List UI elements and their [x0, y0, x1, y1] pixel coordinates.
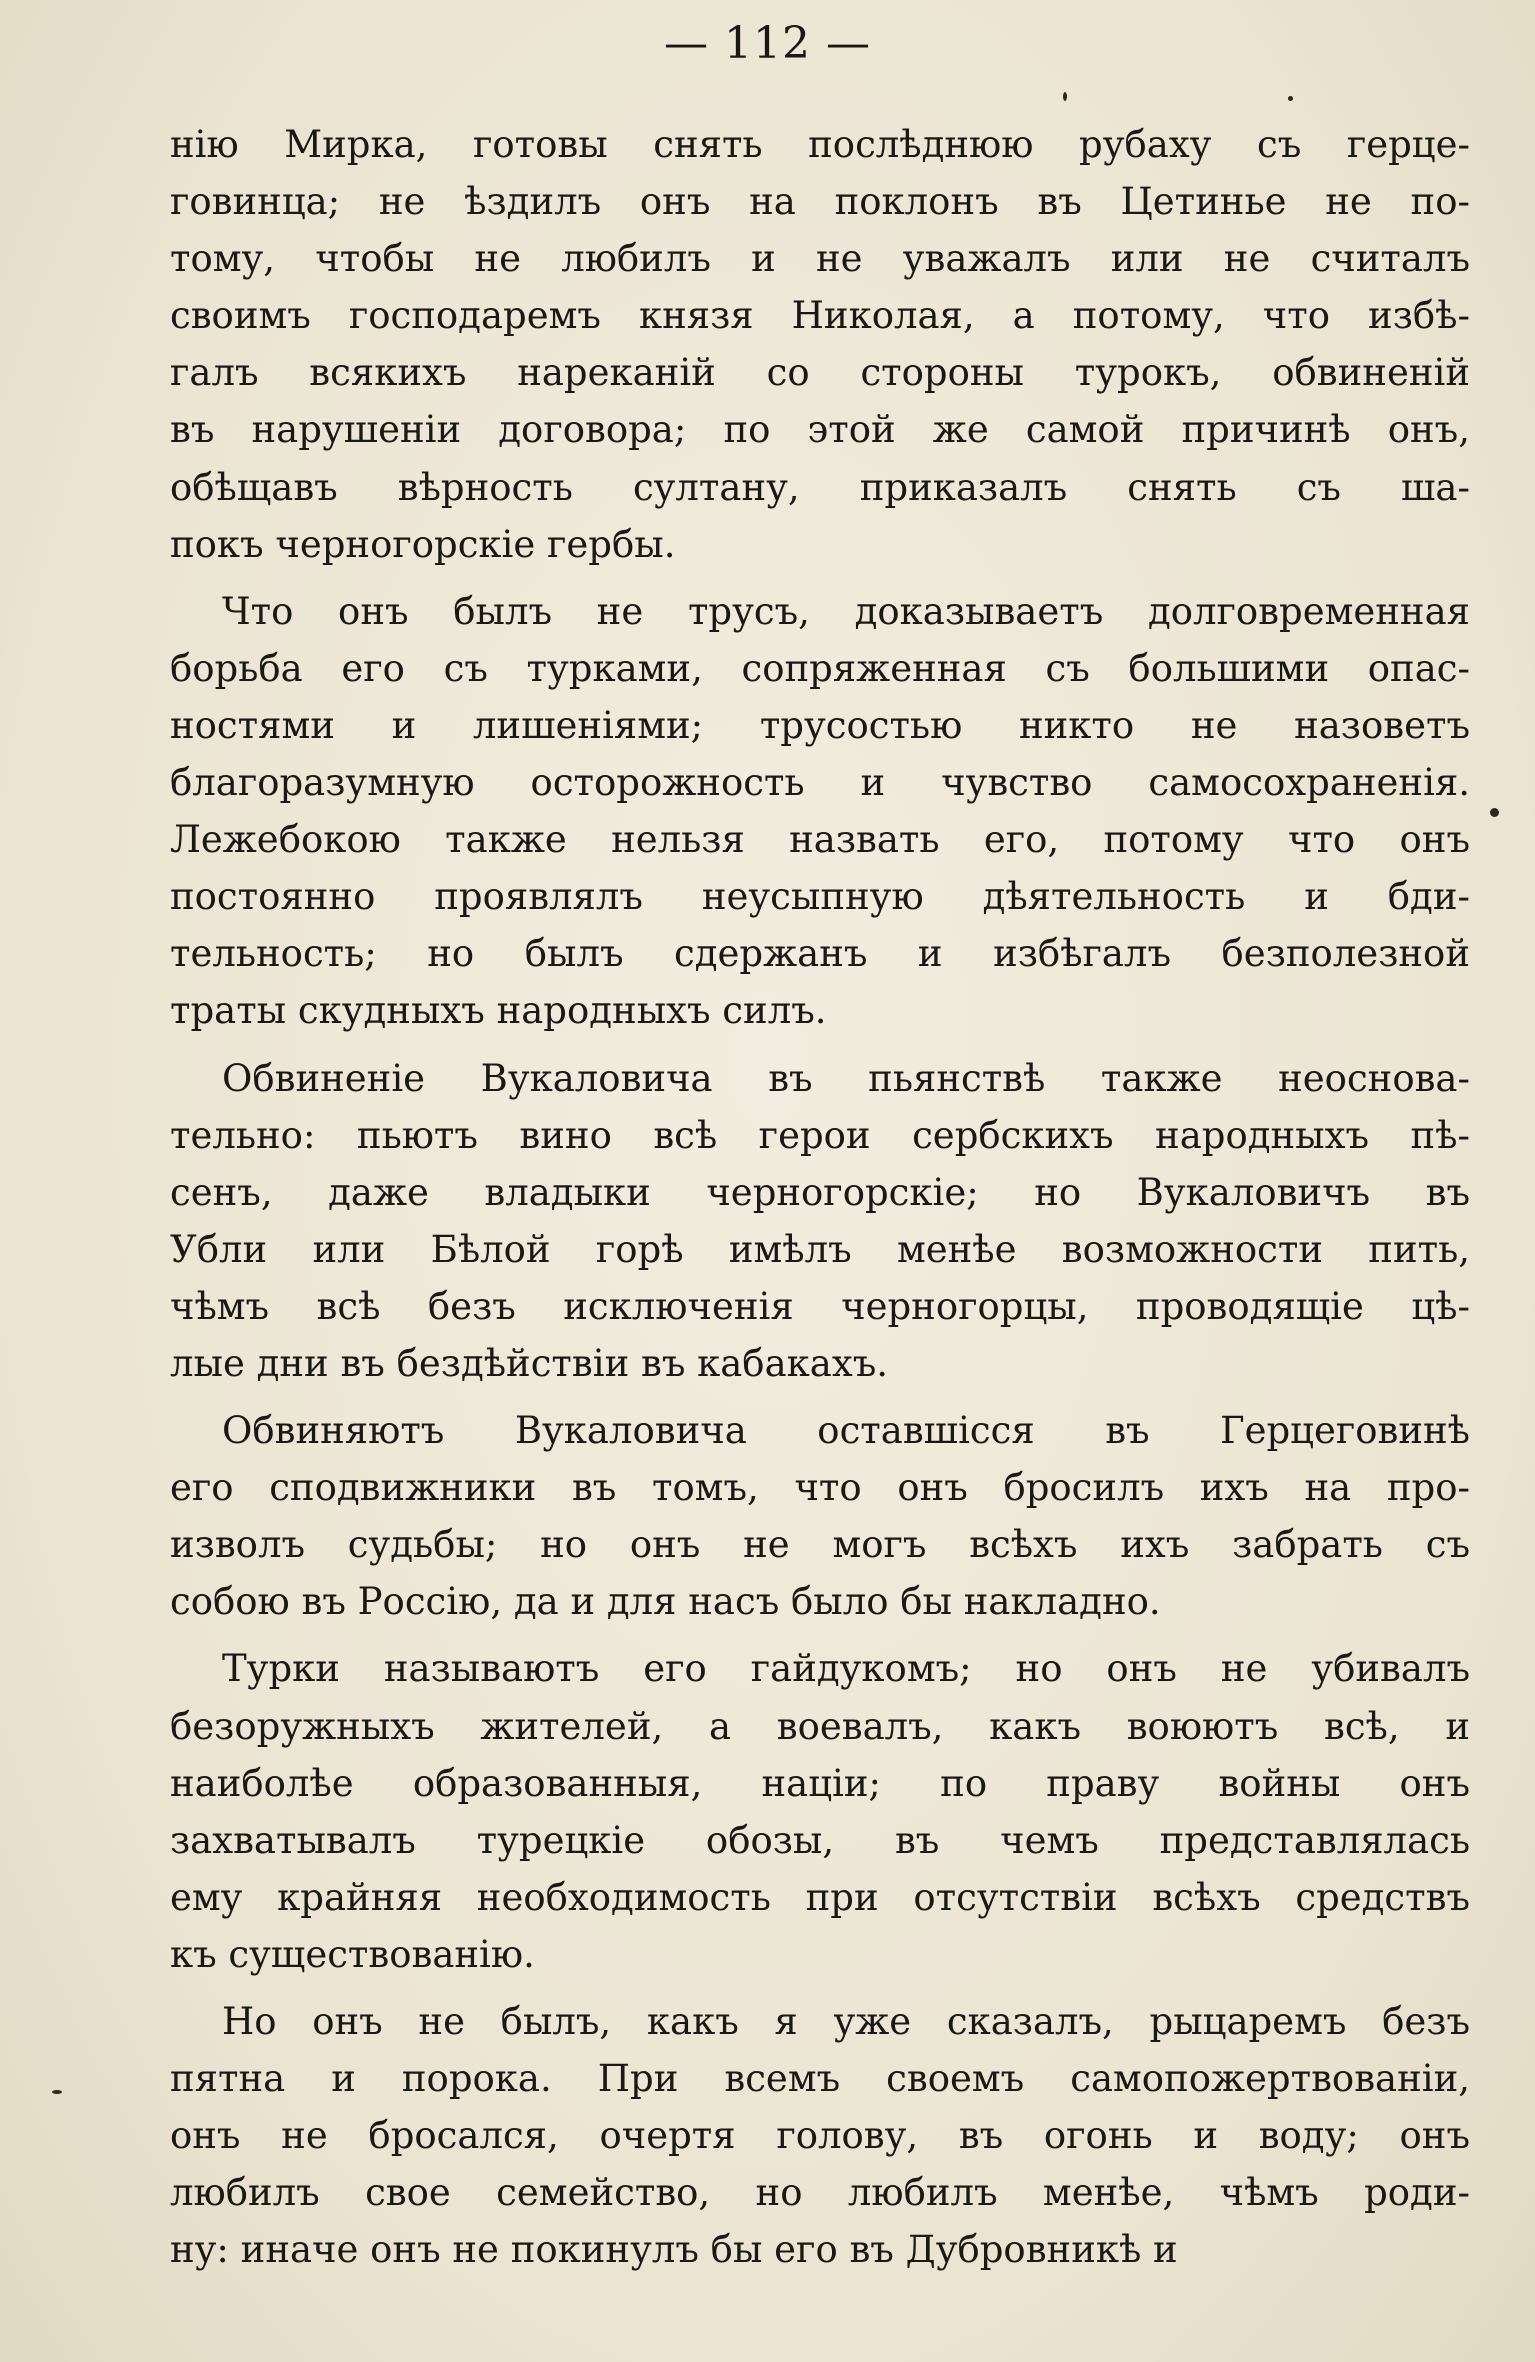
print-speck	[1288, 96, 1293, 101]
text-line: Обвиняютъ Вукаловича оставшісся въ Герцеговинѣ	[222, 1409, 1470, 1453]
text-line: благоразумную осторожность и чувство самосохраненія.	[170, 761, 1470, 805]
text-line: Убли или Бѣлой горѣ имѣлъ менѣе возможности пить,	[170, 1227, 1470, 1271]
text-line: любилъ свое семейство, но любилъ менѣе, чѣмъ роди-	[170, 2171, 1470, 2215]
paragraph	[170, 1050, 1470, 1393]
print-speck	[1490, 808, 1499, 817]
text-line: его сподвижники въ томъ, что онъ бросилъ ихъ на про-	[170, 1466, 1470, 1510]
text-line: тельность; но былъ сдержанъ и избѣгалъ безполезной	[170, 932, 1470, 976]
paragraph-gap	[170, 1040, 1470, 1050]
text-line: обѣщавъ вѣрность султану, приказалъ снять съ ша-	[170, 465, 1470, 509]
text-line: тельно: пьютъ вино всѣ герои сербскихъ народныхъ пѣ-	[170, 1113, 1470, 1157]
text-line: къ существованію.	[170, 1932, 535, 1976]
text-line: говинца; не ѣздилъ онъ на поклонъ въ Цетинье не по-	[170, 180, 1470, 224]
text-line: чѣмъ всѣ безъ исключенія черногорцы, проводящіе цѣ-	[170, 1284, 1470, 1328]
text-line: Но онъ не былъ, какъ я уже сказалъ, рыцаремъ безъ	[222, 2000, 1470, 2043]
paragraph-gap	[170, 1630, 1470, 1640]
print-speck	[1063, 92, 1067, 101]
text-line: захватывалъ турецкіе обозы, въ чемъ представлялась	[170, 1818, 1470, 1862]
text-line: Что онъ былъ не трусъ, доказываетъ долговременная	[222, 589, 1470, 633]
text-line: онъ не бросался, очертя голову, въ огонь и воду; онъ	[170, 2114, 1470, 2158]
text-line: лые дни въ бездѣйствіи въ кабакахъ.	[170, 1341, 888, 1385]
body-text	[170, 116, 1470, 2278]
text-line: собою въ Россію, да и для насъ было бы накладно.	[170, 1580, 1161, 1624]
paragraph-gap	[170, 1983, 1470, 1993]
paragraph-gap	[170, 573, 1470, 583]
text-line: безоружныхъ жителей, а воевалъ, какъ воюютъ всѣ, и	[170, 1704, 1470, 1748]
page-number: — 112 —	[664, 18, 871, 69]
text-line: траты скудныхъ народныхъ силъ.	[170, 989, 827, 1033]
paragraph	[170, 583, 1470, 1040]
paragraph	[170, 1640, 1470, 1983]
text-line: въ нарушеніи договора; по этой же самой причинѣ онъ,	[170, 408, 1470, 452]
text-line: Обвиненіе Вукаловича въ пьянствѣ также неоснова-	[222, 1056, 1470, 1100]
text-line: галъ всякихъ нареканій со стороны турокъ, обвиненій	[170, 351, 1470, 395]
paragraph	[170, 1993, 1470, 2278]
text-line: постоянно проявлялъ неусыпную дѣятельность и бди-	[170, 875, 1470, 919]
paragraph	[170, 116, 1470, 573]
text-line: покъ черногорскіе гербы.	[170, 522, 676, 566]
paragraph-gap	[170, 1392, 1470, 1402]
text-line: ему крайняя необходимость при отсутствіи всѣхъ средствъ	[170, 1875, 1470, 1919]
text-line: ну: иначе онъ не покинулъ бы его въ Дубровникѣ и	[170, 2228, 1178, 2272]
text-line: нію Мирка, готовы снять послѣднюю рубаху съ герце-	[170, 123, 1470, 166]
print-speck	[52, 2090, 62, 2094]
text-line: наиболѣе образованныя, націи; по праву войны онъ	[170, 1761, 1470, 1805]
text-line: своимъ господаремъ князя Николая, а потому, что избѣ-	[170, 294, 1470, 338]
text-line: борьба его съ турками, сопряженная съ большими опас-	[170, 646, 1470, 690]
text-line: тому, чтобы не любилъ и не уважалъ или не считалъ	[170, 237, 1470, 281]
text-line: Лежебокою также нельзя назвать его, потому что онъ	[170, 818, 1470, 862]
paragraph	[170, 1402, 1470, 1630]
text-line: Турки называютъ его гайдукомъ; но онъ не убивалъ	[222, 1647, 1470, 1691]
text-line: пятна и порока. При всемъ своемъ самопожертвованіи,	[170, 2057, 1470, 2101]
text-line: ностями и лишеніями; трусостью никто не назоветъ	[170, 703, 1470, 747]
text-line: сенъ, даже владыки черногорскіе; но Вукаловичъ въ	[170, 1170, 1470, 1214]
text-line: изволъ судьбы; но онъ не могъ всѣхъ ихъ забрать съ	[170, 1523, 1470, 1567]
